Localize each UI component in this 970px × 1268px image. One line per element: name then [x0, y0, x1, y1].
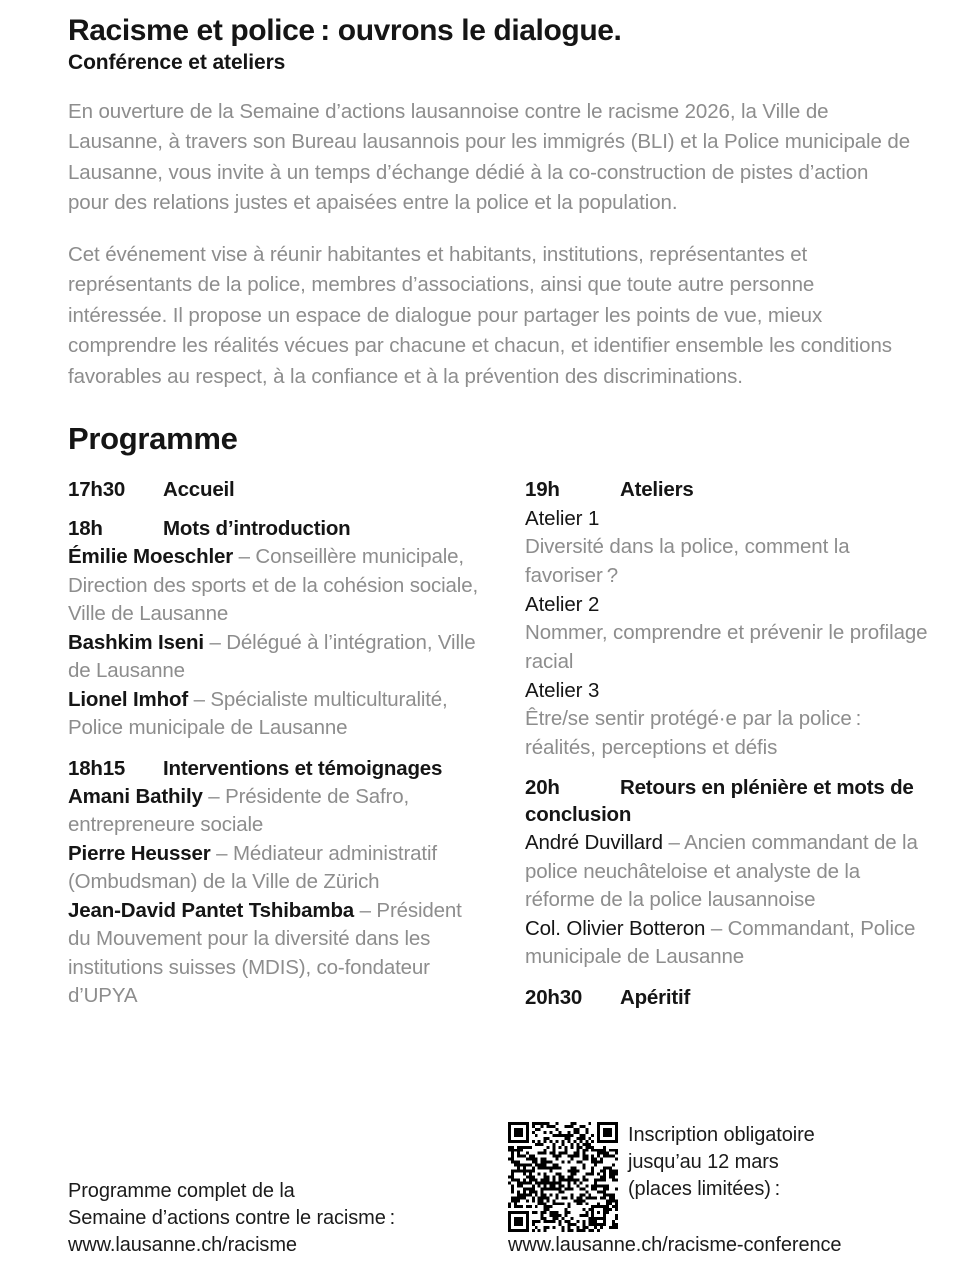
footer-left-line-2: Semaine d’actions contre le racisme : [68, 1207, 396, 1229]
speaker-entry [68, 543, 488, 629]
slot-accueil [68, 476, 488, 503]
page-subtitle: Conférence et ateliers [68, 50, 286, 74]
poster-content [68, 14, 928, 1023]
workshop-item [525, 676, 935, 762]
slot-accueil-head [68, 476, 488, 503]
speaker-role: – Délégué à l’intégration, Ville de Lausanne [68, 630, 476, 683]
slot-aperitif [525, 984, 935, 1011]
speaker-name: Émilie Moeschler [68, 545, 234, 569]
slot-pleniere [525, 774, 935, 972]
speaker-name: Jean-David Pantet Tshibamba [68, 898, 355, 922]
workshop-description: Être/se sentir protégé·e par la police : réalités, perceptions et défis [525, 707, 862, 759]
slot-pleniere-head [525, 774, 935, 828]
slot-aperitif-label: Apéritif [620, 985, 691, 1009]
registration-line-2: jusqu’au 12 mars [628, 1151, 779, 1173]
speaker-entry [525, 829, 935, 915]
workshop-title: Atelier 1 [525, 507, 600, 531]
slot-accueil-label: Accueil [163, 478, 235, 502]
speaker-entry [68, 629, 488, 686]
workshop-item [525, 590, 935, 676]
slot-interventions-head [68, 755, 488, 782]
workshop-title: Atelier 2 [525, 593, 600, 617]
slot-pleniere-label: Retours en plénière et mots de conclusion [525, 776, 914, 827]
slot-ateliers-time: 19h [525, 478, 560, 502]
slot-interventions-label: Interventions et témoignages [163, 756, 443, 780]
speaker-name: Col. Olivier Botteron [525, 916, 706, 940]
programme-left-column [68, 476, 488, 1023]
registration-block [508, 1124, 928, 1232]
slot-interventions [68, 755, 488, 1011]
slot-ateliers [525, 476, 935, 762]
speaker-role: – Ancien commandant de la police neuchâteloise et analyste de la réforme de la police lausannoise [525, 831, 918, 912]
workshop-description: Nommer, comprendre et prévenir le profilage racial [525, 621, 928, 673]
footer-right-block [508, 1124, 928, 1256]
programme-right-column [525, 476, 935, 1023]
speaker-name: Pierre Heusser [68, 841, 211, 865]
footer [68, 1124, 928, 1259]
footer-left-block [68, 1178, 508, 1259]
speaker-name: André Duvillard [525, 831, 663, 855]
speaker-entry [68, 686, 488, 743]
speaker-entry [525, 915, 935, 972]
speaker-role: – Commandant, Police municipale de Lausanne [525, 916, 916, 969]
speaker-name: Lionel Imhof [68, 687, 189, 711]
workshop-description: Diversité dans la police, comment la favoriser ? [525, 535, 850, 587]
registration-line-3: (places limitées) : [628, 1178, 781, 1200]
programme-heading: Programme [68, 421, 238, 457]
page-title: Racisme et police : ouvrons le dialogue. [68, 14, 622, 47]
speaker-entry [68, 840, 488, 897]
intro-paragraph-1: En ouverture de la Semaine d’actions lausannoise contre le racisme 2026, la Ville de Lausanne, à travers son Bureau lausannois pour les immigrés (BLI) et la Police municipale de Lausanne, vous invite à un temps d’échange dédié à la co-construction de pistes d’action pour des relations justes et apaisées entre la police et la population. [68, 99, 911, 215]
slot-pleniere-time: 20h [525, 776, 560, 800]
slot-ateliers-head [525, 476, 935, 503]
slot-ateliers-label: Ateliers [620, 478, 694, 502]
speaker-role: – Président du Mouvement pour la diversité dans les institutions suisses (MDIS), co-fondateur d’UPYA [68, 898, 462, 1008]
registration-url[interactable]: www.lausanne.ch/racisme-conference [508, 1234, 842, 1256]
footer-left-url[interactable]: www.lausanne.ch/racisme [68, 1234, 297, 1256]
slot-aperitif-head [525, 984, 935, 1011]
speaker-name: Amani Bathily [68, 784, 203, 808]
slot-introduction-time: 18h [68, 517, 103, 541]
registration-text [628, 1122, 815, 1203]
footer-left-line-1: Programme complet de la [68, 1180, 295, 1202]
slot-interventions-time: 18h15 [68, 756, 126, 780]
programme-columns [68, 476, 928, 1023]
speaker-role: – Médiateur administratif (Ombudsman) de la Ville de Zürich [68, 841, 437, 894]
slot-introduction-label: Mots d’introduction [163, 517, 351, 541]
speaker-entry [68, 897, 488, 1011]
slot-accueil-time: 17h30 [68, 478, 126, 502]
speaker-entry [68, 783, 488, 840]
speaker-name: Bashkim Iseni [68, 630, 204, 654]
speaker-role: – Présidente de Safro, entrepreneure sociale [68, 784, 409, 837]
qr-code-icon[interactable] [508, 1122, 618, 1232]
workshop-item [525, 504, 935, 590]
workshop-title: Atelier 3 [525, 679, 600, 703]
registration-line-1: Inscription obligatoire [628, 1124, 815, 1146]
intro-paragraph-2: Cet événement vise à réunir habitantes et habitants, institutions, représentantes et représentants de la police, membres d’associations, ainsi que toute autre personne intéressée. Il propose un espace de dialogue pour partager les points de vue, mieux comprendre les réalités vécues par chacune et chacun, et identifier ensemble les conditions favorables au respect, à la confiance et à la prévention des discriminations. [68, 242, 892, 388]
slot-introduction [68, 515, 488, 743]
speaker-role: – Spécialiste multiculturalité, Police municipale de Lausanne [68, 687, 448, 740]
slot-introduction-head [68, 515, 488, 542]
speaker-role: – Conseillère municipale, Direction des sports et de la cohésion sociale, Ville de Lausanne [68, 545, 479, 626]
slot-aperitif-time: 20h30 [525, 985, 583, 1009]
